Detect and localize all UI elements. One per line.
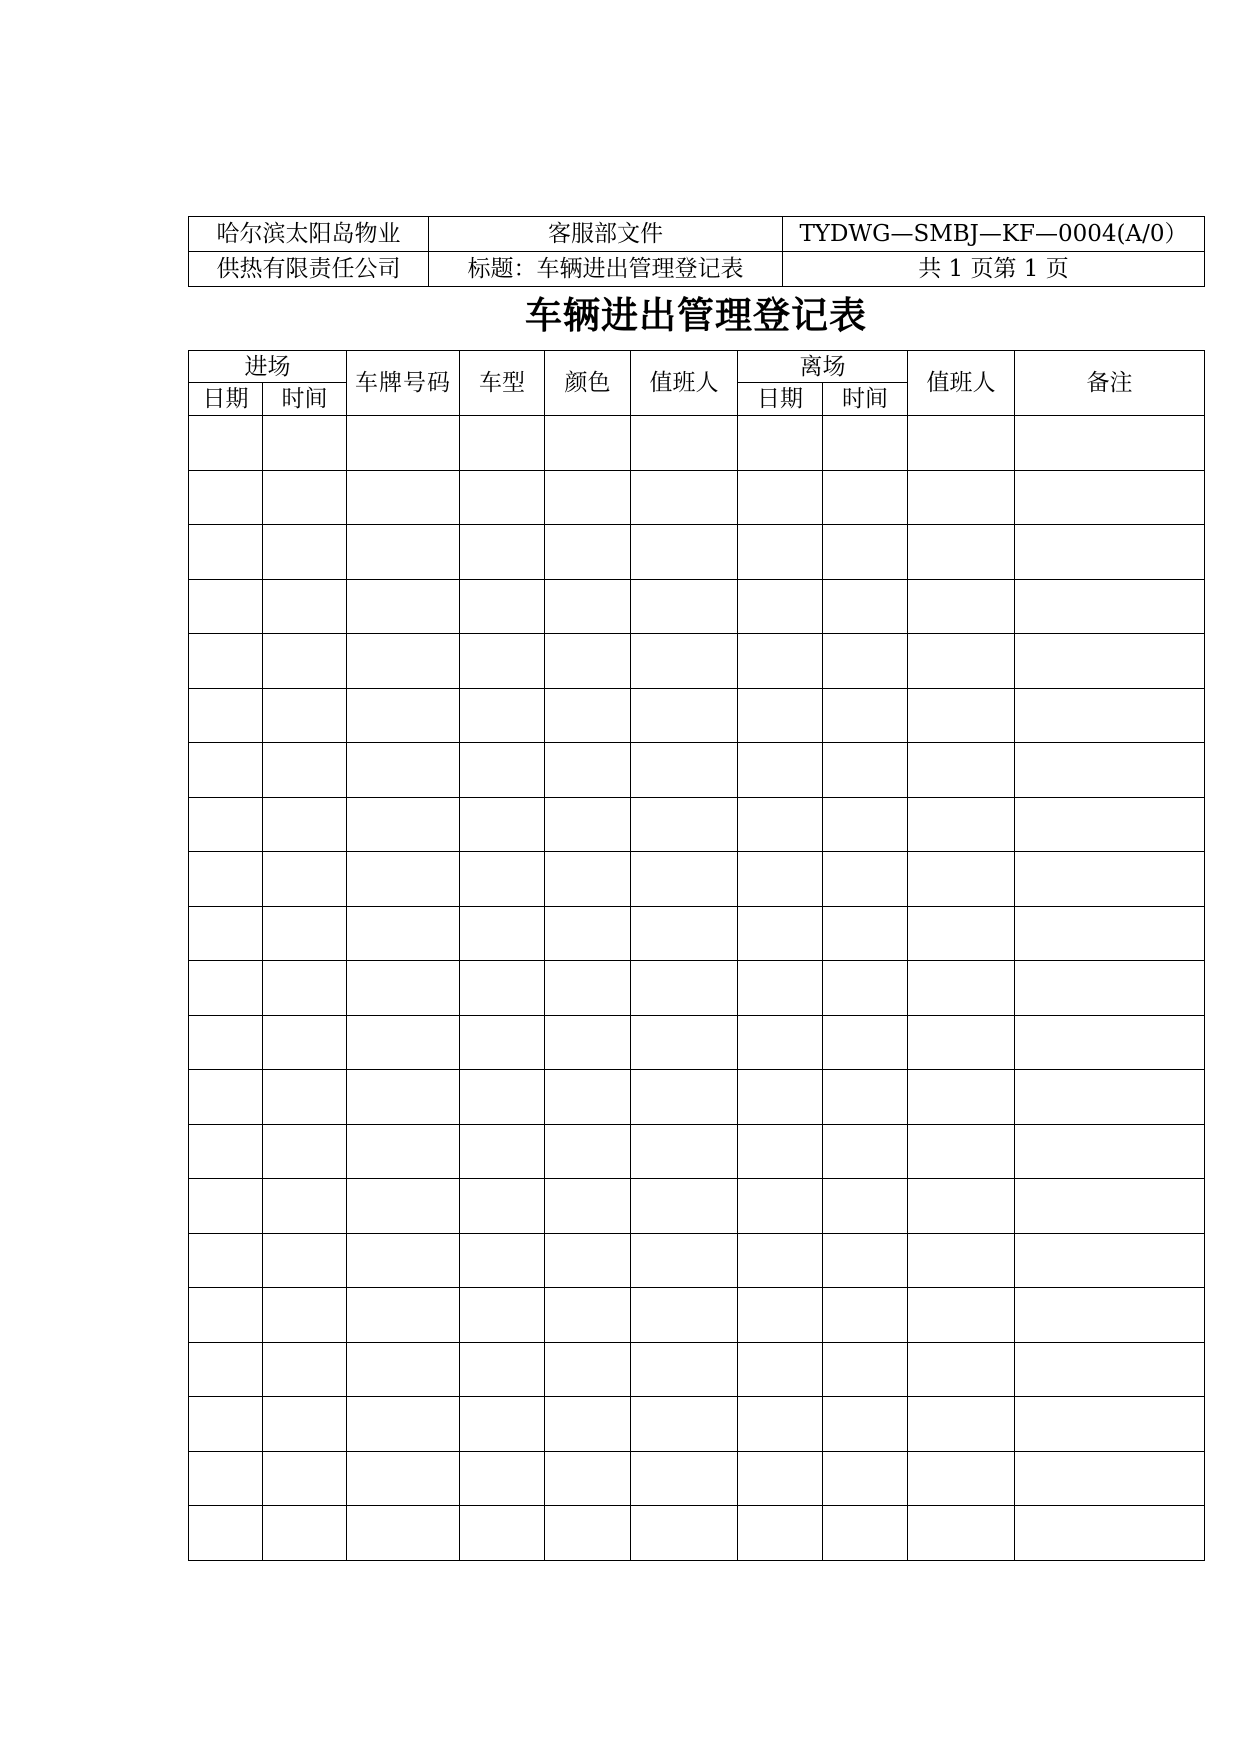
table-cell[interactable] — [460, 1179, 545, 1234]
table-cell[interactable] — [631, 525, 738, 580]
table-cell[interactable] — [908, 688, 1015, 743]
table-cell[interactable] — [460, 1015, 545, 1070]
table-cell[interactable] — [545, 1179, 631, 1234]
table-cell[interactable] — [1015, 1288, 1205, 1343]
document-header — [188, 216, 1205, 287]
table-cell[interactable] — [823, 688, 908, 743]
page-title: 车辆进出管理登记表 — [525, 293, 867, 337]
entry-group-header: 进场 — [189, 351, 347, 383]
table-cell[interactable] — [908, 1506, 1015, 1561]
table-cell[interactable] — [347, 1124, 460, 1179]
table-cell[interactable] — [738, 797, 823, 852]
table-cell[interactable] — [631, 852, 738, 907]
table-cell[interactable] — [189, 906, 263, 961]
table-cell[interactable] — [189, 1070, 263, 1125]
table-cell[interactable] — [823, 743, 908, 798]
table-cell[interactable] — [823, 1233, 908, 1288]
exit-group-header: 离场 — [738, 351, 908, 383]
table-cell[interactable] — [460, 743, 545, 798]
table-cell[interactable] — [545, 961, 631, 1016]
company-name-line2: 供热有限责任公司 — [189, 252, 429, 287]
table-cell[interactable] — [631, 797, 738, 852]
table-cell[interactable] — [263, 525, 347, 580]
table-row — [189, 579, 1205, 634]
table-cell[interactable] — [263, 797, 347, 852]
table-cell[interactable] — [263, 1451, 347, 1506]
color-header: 颜色 — [545, 351, 631, 416]
table-cell[interactable] — [631, 634, 738, 689]
table-row — [189, 906, 1205, 961]
table-cell[interactable] — [908, 1342, 1015, 1397]
table-cell[interactable] — [738, 1397, 823, 1452]
table-cell[interactable] — [263, 688, 347, 743]
table-cell[interactable] — [460, 961, 545, 1016]
table-cell[interactable] — [631, 1288, 738, 1343]
table-cell[interactable] — [460, 906, 545, 961]
table-cell[interactable] — [263, 1233, 347, 1288]
table-cell[interactable] — [189, 797, 263, 852]
table-cell[interactable] — [631, 1451, 738, 1506]
table-cell[interactable] — [545, 470, 631, 525]
table-cell[interactable] — [1015, 688, 1205, 743]
table-row — [189, 797, 1205, 852]
table-cell[interactable] — [460, 1233, 545, 1288]
table-cell[interactable] — [347, 525, 460, 580]
table-cell[interactable] — [263, 906, 347, 961]
table-cell[interactable] — [908, 797, 1015, 852]
table-cell[interactable] — [460, 688, 545, 743]
department-label: 客服部文件 — [429, 217, 783, 252]
table-cell[interactable] — [1015, 906, 1205, 961]
table-cell[interactable] — [263, 634, 347, 689]
table-cell[interactable] — [189, 961, 263, 1016]
table-cell[interactable] — [189, 1342, 263, 1397]
table-cell[interactable] — [347, 1506, 460, 1561]
table-cell[interactable] — [347, 1288, 460, 1343]
table-row — [189, 961, 1205, 1016]
table-cell[interactable] — [1015, 416, 1205, 471]
table-cell[interactable] — [189, 688, 263, 743]
table-cell[interactable] — [631, 688, 738, 743]
table-cell[interactable] — [263, 416, 347, 471]
table-cell[interactable] — [263, 852, 347, 907]
table-cell[interactable] — [263, 1124, 347, 1179]
table-cell[interactable] — [545, 1451, 631, 1506]
table-cell[interactable] — [631, 1233, 738, 1288]
remarks-header: 备注 — [1015, 351, 1205, 416]
table-cell[interactable] — [1015, 525, 1205, 580]
table-cell[interactable] — [1015, 961, 1205, 1016]
table-cell[interactable] — [738, 1506, 823, 1561]
table-cell[interactable] — [908, 852, 1015, 907]
table-cell[interactable] — [460, 470, 545, 525]
table-cell[interactable] — [738, 1233, 823, 1288]
table-cell[interactable] — [1015, 1179, 1205, 1234]
table-cell[interactable] — [263, 1288, 347, 1343]
table-cell[interactable] — [189, 1015, 263, 1070]
table-cell[interactable] — [738, 961, 823, 1016]
table-row — [189, 852, 1205, 907]
table-cell[interactable] — [460, 416, 545, 471]
table-cell[interactable] — [189, 1233, 263, 1288]
table-cell[interactable] — [545, 579, 631, 634]
table-cell[interactable] — [545, 416, 631, 471]
table-cell[interactable] — [189, 634, 263, 689]
table-cell[interactable] — [460, 1506, 545, 1561]
table-row — [189, 1451, 1205, 1506]
table-cell[interactable] — [738, 416, 823, 471]
table-cell[interactable] — [738, 1124, 823, 1179]
table-cell[interactable] — [189, 1506, 263, 1561]
table-cell[interactable] — [189, 1124, 263, 1179]
table-cell[interactable] — [263, 961, 347, 1016]
table-cell[interactable] — [1015, 1015, 1205, 1070]
table-cell[interactable] — [545, 1397, 631, 1452]
table-cell[interactable] — [1015, 1451, 1205, 1506]
table-cell[interactable] — [908, 961, 1015, 1016]
table-cell[interactable] — [738, 743, 823, 798]
table-cell[interactable] — [189, 1451, 263, 1506]
table-cell[interactable] — [347, 470, 460, 525]
table-cell[interactable] — [263, 1397, 347, 1452]
table-cell[interactable] — [631, 1124, 738, 1179]
table-row — [189, 1233, 1205, 1288]
exit-date-header: 日期 — [738, 383, 823, 416]
table-cell[interactable] — [631, 1506, 738, 1561]
table-cell[interactable] — [738, 1451, 823, 1506]
table-cell[interactable] — [908, 416, 1015, 471]
table-cell[interactable] — [347, 416, 460, 471]
document-code: TYDWG—SMBJ—KF—0004(A/0） — [783, 217, 1205, 252]
table-cell[interactable] — [189, 470, 263, 525]
entry-date-header: 日期 — [189, 383, 263, 416]
table-cell[interactable] — [631, 1397, 738, 1452]
table-cell[interactable] — [908, 1179, 1015, 1234]
table-cell[interactable] — [545, 1288, 631, 1343]
table-cell[interactable] — [460, 1342, 545, 1397]
table-cell[interactable] — [347, 797, 460, 852]
table-cell[interactable] — [545, 688, 631, 743]
table-cell[interactable] — [823, 906, 908, 961]
entry-duty-person-header: 值班人 — [631, 351, 738, 416]
table-row — [189, 634, 1205, 689]
table-cell[interactable] — [738, 1070, 823, 1125]
vehicle-register-table — [188, 350, 1205, 1561]
table-cell[interactable] — [1015, 743, 1205, 798]
table-cell[interactable] — [189, 743, 263, 798]
table-cell[interactable] — [908, 525, 1015, 580]
table-cell[interactable] — [908, 634, 1015, 689]
table-cell[interactable] — [631, 1015, 738, 1070]
table-cell[interactable] — [908, 743, 1015, 798]
page-info: 共 1 页第 1 页 — [783, 252, 1205, 287]
table-cell[interactable] — [460, 1070, 545, 1125]
table-cell[interactable] — [460, 1288, 545, 1343]
table-row — [189, 1288, 1205, 1343]
register-body — [189, 416, 1205, 1561]
table-cell[interactable] — [908, 906, 1015, 961]
table-cell[interactable] — [823, 797, 908, 852]
table-cell[interactable] — [908, 1233, 1015, 1288]
table-cell[interactable] — [189, 1288, 263, 1343]
table-cell[interactable] — [460, 634, 545, 689]
table-cell[interactable] — [347, 1397, 460, 1452]
table-cell[interactable] — [631, 470, 738, 525]
table-cell[interactable] — [545, 743, 631, 798]
table-cell[interactable] — [347, 1233, 460, 1288]
table-cell[interactable] — [347, 961, 460, 1016]
table-cell[interactable] — [738, 906, 823, 961]
table-cell[interactable] — [823, 1070, 908, 1125]
table-cell[interactable] — [823, 1015, 908, 1070]
table-cell[interactable] — [545, 797, 631, 852]
vehicle-type-header: 车型 — [460, 351, 545, 416]
table-cell[interactable] — [738, 1015, 823, 1070]
table-cell[interactable] — [347, 1342, 460, 1397]
table-cell[interactable] — [823, 1451, 908, 1506]
table-cell[interactable] — [908, 1070, 1015, 1125]
table-cell[interactable] — [631, 961, 738, 1016]
table-cell[interactable] — [263, 579, 347, 634]
table-cell[interactable] — [823, 961, 908, 1016]
table-cell[interactable] — [823, 634, 908, 689]
table-cell[interactable] — [460, 525, 545, 580]
table-cell[interactable] — [545, 1342, 631, 1397]
table-cell[interactable] — [631, 1179, 738, 1234]
table-cell[interactable] — [738, 525, 823, 580]
table-cell[interactable] — [823, 1397, 908, 1452]
table-cell[interactable] — [347, 634, 460, 689]
table-cell[interactable] — [347, 1015, 460, 1070]
table-cell[interactable] — [823, 1179, 908, 1234]
table-cell[interactable] — [908, 1451, 1015, 1506]
table-cell[interactable] — [1015, 852, 1205, 907]
table-cell[interactable] — [823, 525, 908, 580]
table-cell[interactable] — [738, 852, 823, 907]
table-cell[interactable] — [263, 1179, 347, 1234]
table-cell[interactable] — [1015, 1397, 1205, 1452]
table-cell[interactable] — [1015, 1342, 1205, 1397]
table-cell[interactable] — [738, 470, 823, 525]
document-subject: 标题：车辆进出管理登记表 — [429, 252, 783, 287]
table-cell[interactable] — [1015, 470, 1205, 525]
table-cell[interactable] — [908, 470, 1015, 525]
exit-duty-person-header: 值班人 — [908, 351, 1015, 416]
table-row — [189, 743, 1205, 798]
table-row — [189, 1070, 1205, 1125]
table-cell[interactable] — [908, 1288, 1015, 1343]
table-cell[interactable] — [189, 525, 263, 580]
table-cell[interactable] — [1015, 1233, 1205, 1288]
table-cell[interactable] — [347, 743, 460, 798]
table-cell[interactable] — [347, 852, 460, 907]
table-cell[interactable] — [1015, 797, 1205, 852]
table-cell[interactable] — [189, 579, 263, 634]
table-cell[interactable] — [545, 634, 631, 689]
table-cell[interactable] — [347, 1070, 460, 1125]
table-cell[interactable] — [738, 688, 823, 743]
table-cell[interactable] — [263, 1070, 347, 1125]
table-cell[interactable] — [908, 1124, 1015, 1179]
table-cell[interactable] — [1015, 1124, 1205, 1179]
table-cell[interactable] — [263, 743, 347, 798]
table-cell[interactable] — [1015, 1070, 1205, 1125]
table-cell[interactable] — [1015, 1506, 1205, 1561]
table-cell[interactable] — [738, 579, 823, 634]
table-cell[interactable] — [631, 416, 738, 471]
table-cell[interactable] — [189, 416, 263, 471]
company-name-line1: 哈尔滨太阳岛物业 — [189, 217, 429, 252]
table-cell[interactable] — [908, 579, 1015, 634]
table-cell[interactable] — [823, 1288, 908, 1343]
entry-time-header: 时间 — [263, 383, 347, 416]
table-cell[interactable] — [347, 1451, 460, 1506]
table-cell[interactable] — [263, 1342, 347, 1397]
table-cell[interactable] — [823, 1124, 908, 1179]
table-cell[interactable] — [738, 1342, 823, 1397]
table-cell[interactable] — [460, 797, 545, 852]
table-row — [189, 525, 1205, 580]
table-cell[interactable] — [908, 1015, 1015, 1070]
table-row — [189, 688, 1205, 743]
table-cell[interactable] — [545, 1506, 631, 1561]
table-cell[interactable] — [631, 1342, 738, 1397]
table-row — [189, 1015, 1205, 1070]
table-cell[interactable] — [347, 579, 460, 634]
table-cell[interactable] — [631, 579, 738, 634]
table-cell[interactable] — [347, 688, 460, 743]
table-cell[interactable] — [460, 1451, 545, 1506]
table-row — [189, 1124, 1205, 1179]
exit-time-header: 时间 — [823, 383, 908, 416]
table-cell[interactable] — [189, 1397, 263, 1452]
table-row — [189, 470, 1205, 525]
plate-number-header: 车牌号码 — [347, 351, 460, 416]
table-cell[interactable] — [460, 579, 545, 634]
table-cell[interactable] — [545, 1233, 631, 1288]
table-cell[interactable] — [631, 906, 738, 961]
table-cell[interactable] — [263, 470, 347, 525]
table-cell[interactable] — [1015, 579, 1205, 634]
table-cell[interactable] — [545, 1015, 631, 1070]
table-cell[interactable] — [545, 1124, 631, 1179]
table-row — [189, 1506, 1205, 1561]
table-cell[interactable] — [738, 1288, 823, 1343]
table-cell[interactable] — [823, 1506, 908, 1561]
table-cell[interactable] — [263, 1015, 347, 1070]
table-cell[interactable] — [631, 1070, 738, 1125]
table-cell[interactable] — [823, 416, 908, 471]
table-cell[interactable] — [823, 1342, 908, 1397]
table-cell[interactable] — [738, 1179, 823, 1234]
table-cell[interactable] — [1015, 634, 1205, 689]
table-cell[interactable] — [460, 1397, 545, 1452]
table-cell[interactable] — [263, 1506, 347, 1561]
table-cell[interactable] — [631, 743, 738, 798]
table-cell[interactable] — [823, 852, 908, 907]
table-cell[interactable] — [908, 1397, 1015, 1452]
table-cell[interactable] — [823, 579, 908, 634]
table-cell[interactable] — [545, 525, 631, 580]
table-cell[interactable] — [460, 852, 545, 907]
table-cell[interactable] — [545, 906, 631, 961]
table-cell[interactable] — [460, 1124, 545, 1179]
table-row — [189, 416, 1205, 471]
table-cell[interactable] — [823, 470, 908, 525]
table-cell[interactable] — [347, 906, 460, 961]
table-cell[interactable] — [545, 852, 631, 907]
table-cell[interactable] — [545, 1070, 631, 1125]
table-cell[interactable] — [189, 1179, 263, 1234]
table-row — [189, 1179, 1205, 1234]
table-row — [189, 1397, 1205, 1452]
table-row — [189, 1342, 1205, 1397]
table-cell[interactable] — [347, 1179, 460, 1234]
table-cell[interactable] — [738, 634, 823, 689]
table-cell[interactable] — [189, 852, 263, 907]
